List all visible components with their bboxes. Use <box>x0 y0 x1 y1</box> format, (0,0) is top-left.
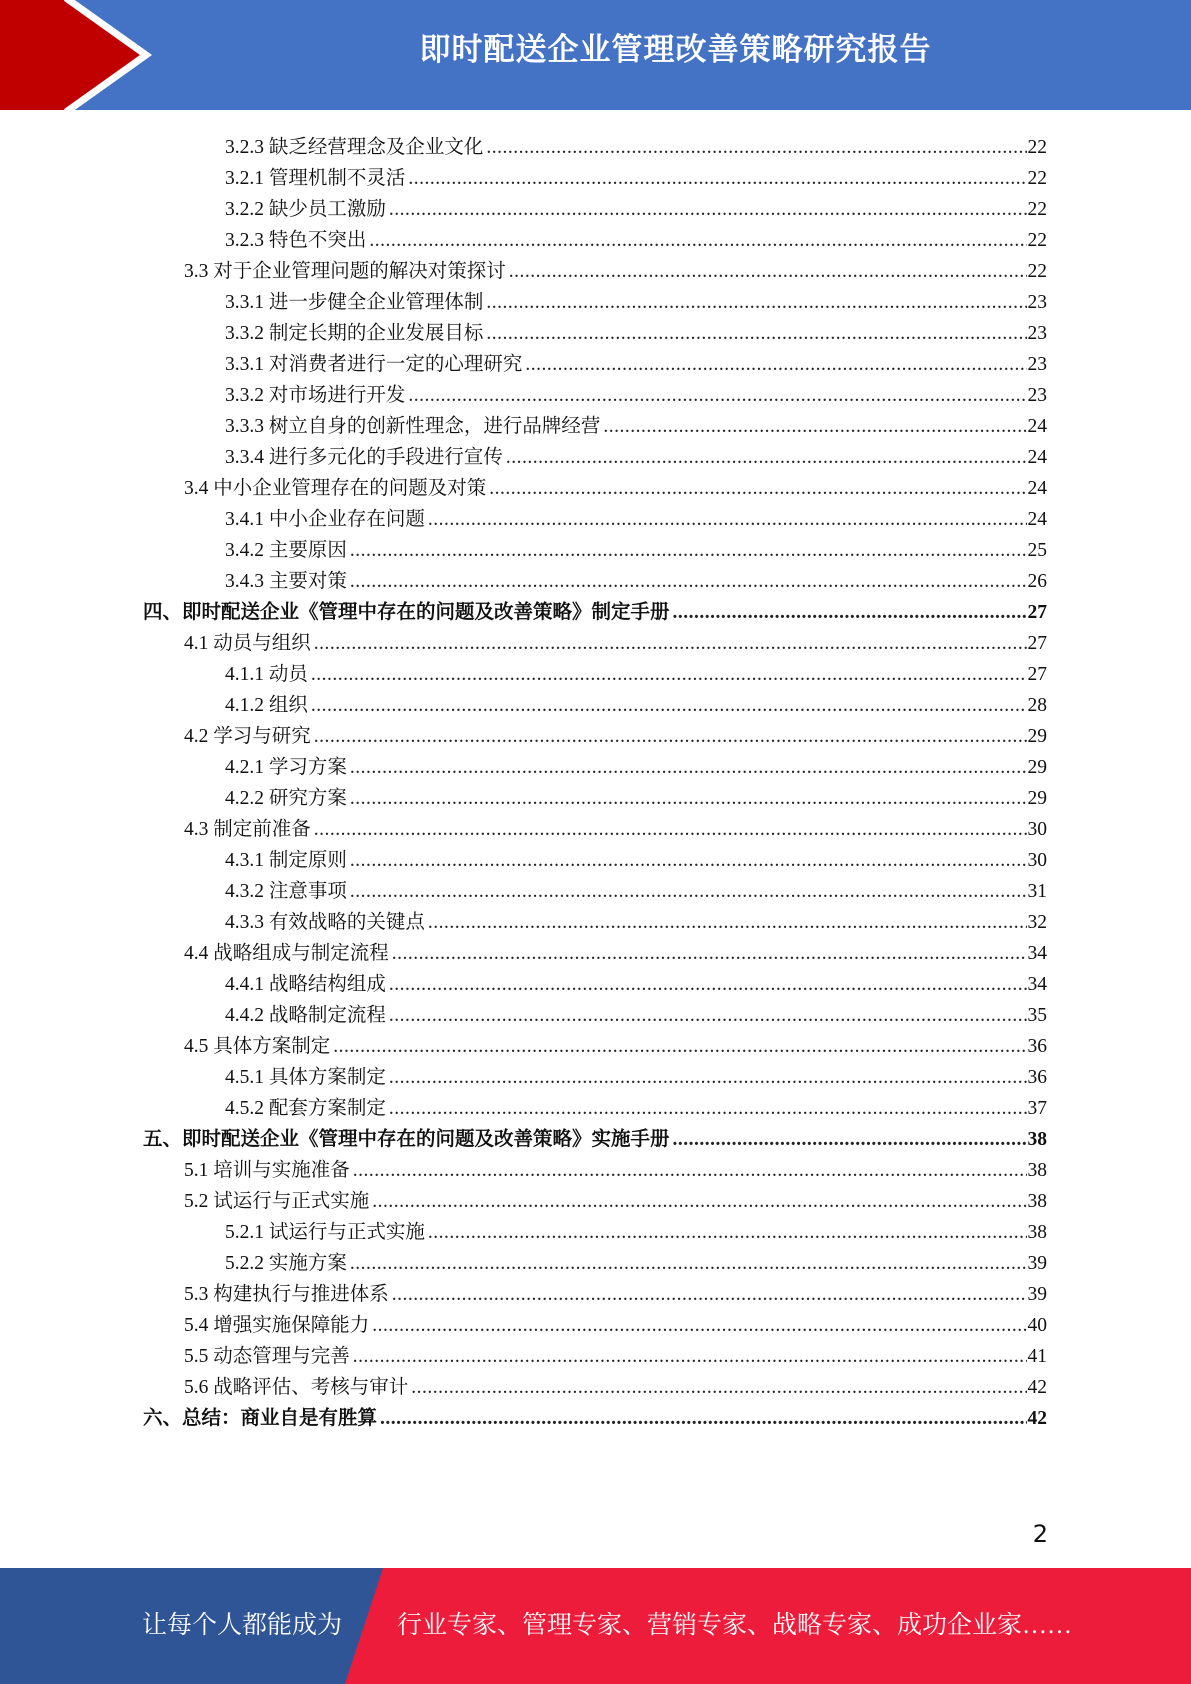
toc-entry-title: 4.5.1 具体方案制定 <box>225 1067 386 1088</box>
toc-entry-page: 24 <box>1027 447 1047 468</box>
toc-dot-leader <box>350 1253 1027 1275</box>
toc-dot-leader <box>408 385 1026 407</box>
toc-entry-title: 4.1 动员与组织 <box>184 633 311 654</box>
toc-entry-page: 22 <box>1027 199 1047 220</box>
toc-entry-page: 27 <box>1027 664 1047 685</box>
toc-entry-page: 29 <box>1027 757 1047 778</box>
toc-dot-leader <box>333 1036 1026 1058</box>
toc-dot-leader <box>311 695 1027 717</box>
toc-dot-leader <box>489 478 1026 500</box>
toc-dot-leader <box>428 1222 1027 1244</box>
toc-entry-page: 22 <box>1027 261 1047 282</box>
toc-entry[interactable] <box>225 190 1047 221</box>
toc-entry-page: 29 <box>1027 726 1047 747</box>
toc-dot-leader <box>311 664 1027 686</box>
toc-dot-leader <box>353 1160 1027 1182</box>
toc-entry-title: 六、总结：商业自是有胜算 <box>143 1408 378 1429</box>
toc-dot-leader <box>372 1191 1026 1213</box>
toc-entry-page: 35 <box>1027 1005 1047 1026</box>
toc-entry[interactable] <box>225 1058 1047 1089</box>
toc-entry[interactable] <box>143 1120 1047 1151</box>
toc-entry-page: 38 <box>1027 1191 1047 1212</box>
toc-entry-page: 26 <box>1027 571 1047 592</box>
toc-entry[interactable] <box>225 438 1047 469</box>
toc-entry[interactable] <box>225 1244 1047 1275</box>
toc-dot-leader <box>673 602 1027 624</box>
toc-entry-title: 4.4.2 战略制定流程 <box>225 1005 386 1026</box>
toc-entry-title: 五、即时配送企业《管理中存在的问题及改善策略》实施手册 <box>143 1129 670 1150</box>
toc-entry-page: 34 <box>1027 943 1047 964</box>
toc-entry[interactable] <box>225 500 1047 531</box>
toc-entry-title: 4.3.1 制定原则 <box>225 850 347 871</box>
toc-entry[interactable] <box>143 593 1047 624</box>
toc-entry-page: 23 <box>1027 385 1047 406</box>
toc-entry[interactable] <box>225 531 1047 562</box>
header-arrow-icon <box>0 0 180 110</box>
toc-entry[interactable] <box>225 283 1047 314</box>
toc-entry-page: 27 <box>1027 602 1047 623</box>
toc-dot-leader <box>392 943 1027 965</box>
toc-dot-leader <box>603 416 1026 438</box>
toc-entry-page: 23 <box>1027 323 1047 344</box>
page-header <box>0 0 1191 110</box>
toc-entry-page: 42 <box>1027 1377 1047 1398</box>
toc-dot-leader <box>428 912 1027 934</box>
toc-entry[interactable] <box>225 748 1047 779</box>
toc-entry[interactable] <box>225 159 1047 190</box>
toc-entry[interactable] <box>184 934 1047 965</box>
toc-entry-title: 5.4 增强实施保障能力 <box>184 1315 370 1336</box>
toc-entry[interactable] <box>184 469 1047 500</box>
toc-entry-page: 24 <box>1027 509 1047 530</box>
toc-entry[interactable] <box>225 562 1047 593</box>
toc-entry-title: 4.3.2 注意事项 <box>225 881 347 902</box>
toc-entry-title: 5.2 试运行与正式实施 <box>184 1191 370 1212</box>
toc-entry[interactable] <box>225 779 1047 810</box>
toc-entry-title: 5.5 动态管理与完善 <box>184 1346 350 1367</box>
toc-entry-title: 3.3.1 对消费者进行一定的心理研究 <box>225 354 523 375</box>
toc-dot-leader <box>350 571 1027 593</box>
toc-entry-page: 39 <box>1027 1253 1047 1274</box>
toc-entry-title: 3.3 对于企业管理问题的解决对策探讨 <box>184 261 506 282</box>
toc-dot-leader <box>525 354 1026 376</box>
toc-entry[interactable] <box>225 314 1047 345</box>
toc-entry-title: 3.2.3 特色不突出 <box>225 230 367 251</box>
toc-entry-title: 3.2.2 缺少员工激励 <box>225 199 386 220</box>
toc-entry-page: 32 <box>1027 912 1047 933</box>
toc-entry[interactable] <box>225 345 1047 376</box>
toc-entry-page: 34 <box>1027 974 1047 995</box>
toc-dot-leader <box>389 1005 1027 1027</box>
toc-entry-title: 5.2.2 实施方案 <box>225 1253 347 1274</box>
toc-entry-page: 29 <box>1027 788 1047 809</box>
page-number: 2 <box>1032 1520 1048 1548</box>
toc-entry[interactable] <box>225 841 1047 872</box>
toc-dot-leader <box>408 168 1026 190</box>
toc-entry-page: 31 <box>1027 881 1047 902</box>
toc-entry-title: 3.2.3 缺乏经营理念及企业文化 <box>225 137 484 158</box>
toc-entry[interactable] <box>225 965 1047 996</box>
toc-entry[interactable] <box>225 221 1047 252</box>
toc-dot-leader <box>369 230 1026 252</box>
toc-entry-page: 38 <box>1027 1222 1047 1243</box>
toc-entry-page: 25 <box>1027 540 1047 561</box>
toc-entry-title: 4.2 学习与研究 <box>184 726 311 747</box>
toc-dot-leader <box>350 540 1027 562</box>
toc-entry-title: 5.6 战略评估、考核与审计 <box>184 1377 409 1398</box>
toc-entry-title: 4.2.1 学习方案 <box>225 757 347 778</box>
toc-entry-page: 39 <box>1027 1284 1047 1305</box>
footer-slogan-left: 让每个人都能成为 <box>142 1612 343 1639</box>
document-title: 即时配送企业管理改善策略研究报告 <box>419 32 932 68</box>
toc-entry-page: 22 <box>1027 168 1047 189</box>
toc-entry-title: 4.3 制定前准备 <box>184 819 311 840</box>
toc-entry-title: 3.3.4 进行多元化的手段进行宣传 <box>225 447 503 468</box>
toc-entry[interactable] <box>184 1337 1047 1368</box>
toc-dot-leader <box>353 1346 1027 1368</box>
toc-entry-page: 24 <box>1027 478 1047 499</box>
toc-dot-leader <box>389 199 1027 221</box>
toc-entry[interactable] <box>184 252 1047 283</box>
toc-entry-page: 28 <box>1027 695 1047 716</box>
toc-dot-leader <box>372 1315 1026 1337</box>
toc-entry-title: 4.4 战略组成与制定流程 <box>184 943 389 964</box>
toc-entry[interactable] <box>184 717 1047 748</box>
toc-entry-title: 4.4.1 战略结构组成 <box>225 974 386 995</box>
toc-entry-title: 3.4.3 主要对策 <box>225 571 347 592</box>
toc-entry[interactable] <box>184 1027 1047 1058</box>
toc-dot-leader <box>314 633 1027 655</box>
toc-entry-title: 3.3.2 制定长期的企业发展目标 <box>225 323 484 344</box>
toc-entry[interactable] <box>225 903 1047 934</box>
toc-entry[interactable] <box>184 1368 1047 1399</box>
toc-entry-page: 23 <box>1027 354 1047 375</box>
toc-dot-leader <box>314 726 1027 748</box>
toc-entry[interactable] <box>225 407 1047 438</box>
toc-entry-page: 42 <box>1027 1408 1047 1429</box>
toc-entry[interactable] <box>184 1182 1047 1213</box>
toc-entry-page: 41 <box>1027 1346 1047 1367</box>
toc-entry-title: 4.3.3 有效战略的关键点 <box>225 912 425 933</box>
toc-entry[interactable] <box>184 1275 1047 1306</box>
toc-entry[interactable] <box>225 1089 1047 1120</box>
toc-dot-leader <box>314 819 1027 841</box>
toc-entry[interactable] <box>184 810 1047 841</box>
footer-slogan-right: 行业专家、管理专家、营销专家、战略专家、成功企业家…… <box>397 1612 1073 1639</box>
toc-dot-leader <box>389 974 1027 996</box>
toc-entry-page: 36 <box>1027 1036 1047 1057</box>
toc-entry-title: 4.2.2 研究方案 <box>225 788 347 809</box>
toc-entry-title: 3.3.1 进一步健全企业管理体制 <box>225 292 484 313</box>
toc-entry-page: 30 <box>1027 819 1047 840</box>
toc-entry-page: 22 <box>1027 137 1047 158</box>
toc-entry[interactable] <box>225 655 1047 686</box>
toc-entry[interactable] <box>225 686 1047 717</box>
toc-entry-page: 36 <box>1027 1067 1047 1088</box>
toc-dot-leader <box>509 261 1027 283</box>
toc-entry-title: 3.3.3 树立自身的创新性理念，进行品牌经营 <box>225 416 601 437</box>
toc-entry-title: 四、即时配送企业《管理中存在的问题及改善策略》制定手册 <box>143 602 670 623</box>
toc-entry-title: 4.1.1 动员 <box>225 664 308 685</box>
toc-dot-leader <box>673 1129 1027 1151</box>
toc-entry[interactable] <box>184 1151 1047 1182</box>
toc-entry[interactable] <box>225 128 1047 159</box>
toc-entry-title: 3.3.2 对市场进行开发 <box>225 385 406 406</box>
toc-entry-title: 3.2.1 管理机制不灵活 <box>225 168 406 189</box>
toc-entry[interactable] <box>225 996 1047 1027</box>
toc-dot-leader <box>486 292 1026 314</box>
toc-entry[interactable] <box>143 1399 1047 1430</box>
toc-dot-leader <box>428 509 1027 531</box>
toc-dot-leader <box>389 1067 1027 1089</box>
toc-entry-page: 38 <box>1027 1160 1047 1181</box>
toc-dot-leader <box>389 1098 1027 1120</box>
toc-entry-page: 30 <box>1027 850 1047 871</box>
toc-entry-title: 4.5.2 配套方案制定 <box>225 1098 386 1119</box>
toc-entry-page: 23 <box>1027 292 1047 313</box>
toc-entry-title: 4.5 具体方案制定 <box>184 1036 331 1057</box>
toc-dot-leader <box>380 1408 1026 1430</box>
toc-entry-title: 5.2.1 试运行与正式实施 <box>225 1222 425 1243</box>
toc-dot-leader <box>350 881 1027 903</box>
toc-entry[interactable] <box>225 376 1047 407</box>
toc-entry-page: 24 <box>1027 416 1047 437</box>
toc-dot-leader <box>350 757 1027 779</box>
page-footer <box>0 1568 1191 1684</box>
toc-dot-leader <box>411 1377 1026 1399</box>
toc-entry-title: 3.4.2 主要原因 <box>225 540 347 561</box>
toc-dot-leader <box>486 137 1026 159</box>
toc-entry[interactable] <box>184 624 1047 655</box>
toc-dot-leader <box>486 323 1026 345</box>
toc-dot-leader <box>506 447 1027 469</box>
toc-entry[interactable] <box>225 872 1047 903</box>
toc-dot-leader <box>392 1284 1027 1306</box>
toc-dot-leader <box>350 850 1027 872</box>
toc-entry-page: 22 <box>1027 230 1047 251</box>
toc-entry-title: 3.4.1 中小企业存在问题 <box>225 509 425 530</box>
toc-entry-title: 5.3 构建执行与推进体系 <box>184 1284 389 1305</box>
toc-entry[interactable] <box>184 1306 1047 1337</box>
toc-entry-page: 37 <box>1027 1098 1047 1119</box>
toc-entry-page: 40 <box>1027 1315 1047 1336</box>
toc-entry-title: 3.4 中小企业管理存在的问题及对策 <box>184 478 487 499</box>
toc-dot-leader <box>350 788 1027 810</box>
toc-entry-title: 4.1.2 组织 <box>225 695 308 716</box>
toc-entry-title: 5.1 培训与实施准备 <box>184 1160 350 1181</box>
toc-entry-page: 38 <box>1027 1129 1047 1150</box>
toc-entry[interactable] <box>225 1213 1047 1244</box>
toc-entry-page: 27 <box>1027 633 1047 654</box>
